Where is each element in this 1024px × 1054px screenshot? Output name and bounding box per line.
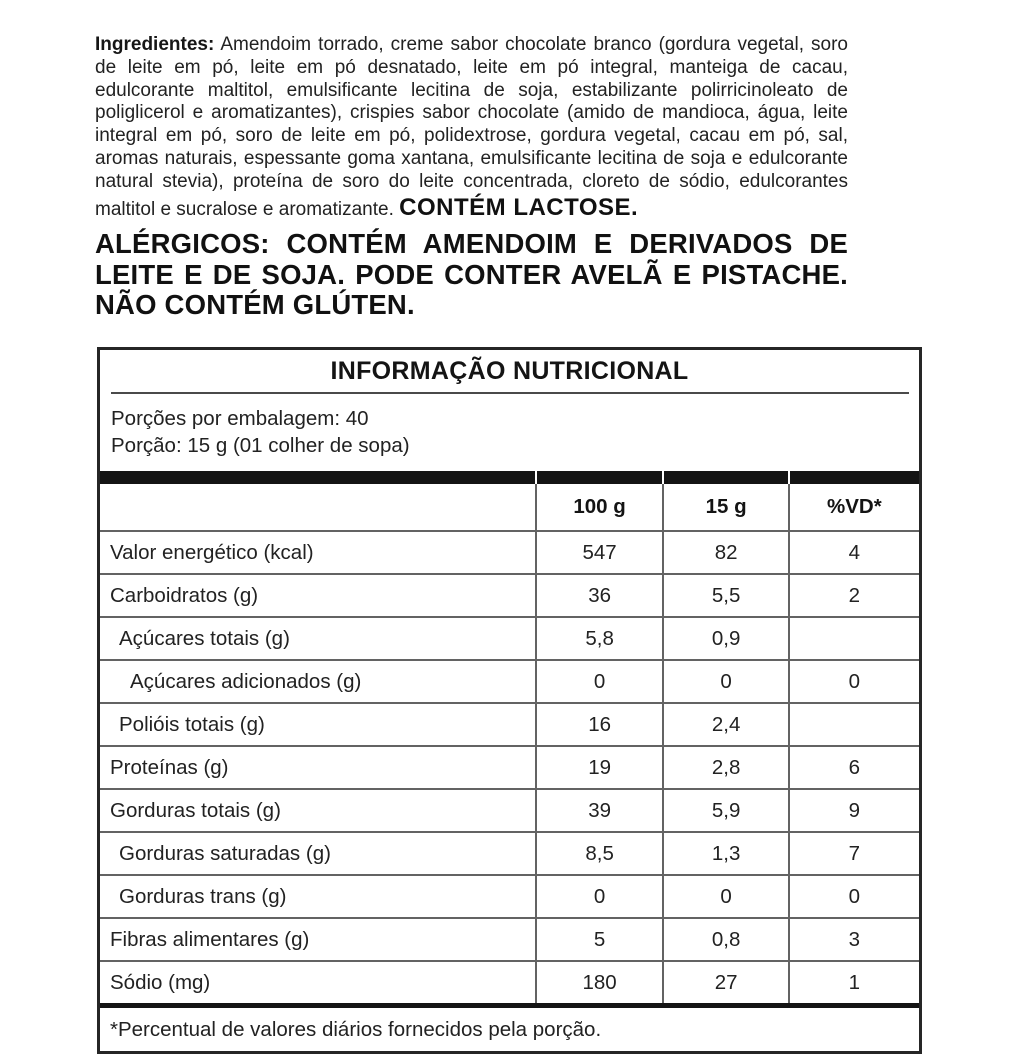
column-header-empty (100, 484, 536, 531)
table-row-energy (100, 531, 919, 574)
row-value-100g: 5 (536, 918, 664, 961)
table-row-protein (100, 746, 919, 789)
row-value-100g: 8,5 (536, 832, 664, 875)
header-bar-segment (789, 471, 919, 484)
row-value-15g: 0 (663, 875, 788, 918)
row-value-15g: 1,3 (663, 832, 788, 875)
row-label: Polióis totais (g) (100, 703, 536, 746)
table-row-carbs (100, 574, 919, 617)
row-label: Gorduras saturadas (g) (100, 832, 536, 875)
row-value-vd: 0 (789, 660, 919, 703)
header-bar-segment (100, 471, 536, 484)
row-value-15g: 27 (663, 961, 788, 1006)
row-value-100g: 547 (536, 531, 664, 574)
row-value-vd: 6 (789, 746, 919, 789)
row-label: Valor energético (kcal) (100, 531, 536, 574)
header-bar-segment (663, 471, 788, 484)
table-row-sodium (100, 961, 919, 1006)
row-label: Proteínas (g) (100, 746, 536, 789)
table-footnote-row (100, 1006, 919, 1052)
row-value-15g: 2,8 (663, 746, 788, 789)
row-value-15g: 5,5 (663, 574, 788, 617)
ingredients-paragraph (95, 34, 848, 222)
table-row-added-sugars (100, 660, 919, 703)
table-row-polyols (100, 703, 919, 746)
servings-per-package: Porções por embalagem: 40 (111, 406, 369, 430)
row-value-vd: 7 (789, 832, 919, 875)
nutrition-facts-box (97, 347, 922, 1054)
row-value-vd: 4 (789, 531, 919, 574)
row-label: Gorduras totais (g) (100, 789, 536, 832)
header-bar (100, 471, 919, 484)
ingredients-label: Ingredientes: (95, 34, 215, 55)
row-value-vd: 1 (789, 961, 919, 1006)
row-value-100g: 16 (536, 703, 664, 746)
column-header-15g: 15 g (663, 484, 788, 531)
row-value-100g: 39 (536, 789, 664, 832)
table-row-total-sugars (100, 617, 919, 660)
row-value-vd: 3 (789, 918, 919, 961)
row-value-100g: 0 (536, 660, 664, 703)
row-value-vd: 9 (789, 789, 919, 832)
allergen-warning: ALÉRGICOS: CONTÉM AMENDOIM E DERIVADOS DE LEITE E DE SOJA. PODE CONTER AVELÃ E PISTACHE. NÃO CONTÉM GLÚTEN. (95, 228, 848, 321)
ingredients-text: Amendoim torrado, creme sabor chocolate branco (gordura vegetal, soro de leite em pó, leite em pó desnatado, leite em pó integral, manteiga de cacau, edulcorante maltitol, emulsificante lecitina de soja, estabilizante polirricinoleato de poliglicerol e aromatizantes), crispies sabor chocolate (amido de mandioca, água, leite integral em pó, soro de leite em pó, polidextrose, gordura vegetal, cacau em pó, sal, aromas naturais, espessante goma xantana, emulsificante lecitina de soja e edulcorante natural stevia), proteína de soro do leite concentrada, cloreto de sódio, edulcorantes maltitol e sucralose e aromatizante. (95, 34, 848, 220)
table-row-saturated-fat (100, 832, 919, 875)
serving-info (100, 394, 919, 471)
daily-value-footnote: *Percentual de valores diários fornecidos pela porção. (100, 1006, 919, 1052)
lactose-warning: CONTÉM LACTOSE. (399, 193, 639, 221)
row-value-15g: 2,4 (663, 703, 788, 746)
row-value-15g: 0,8 (663, 918, 788, 961)
row-value-100g: 0 (536, 875, 664, 918)
row-label: Carboidratos (g) (100, 574, 536, 617)
row-value-15g: 0 (663, 660, 788, 703)
row-label: Gorduras trans (g) (100, 875, 536, 918)
serving-size: Porção: 15 g (01 colher de sopa) (111, 433, 410, 457)
table-row-total-fat (100, 789, 919, 832)
row-value-100g: 5,8 (536, 617, 664, 660)
column-header-100g: 100 g (536, 484, 664, 531)
header-bar-segment (536, 471, 664, 484)
row-label: Sódio (mg) (100, 961, 536, 1006)
row-value-vd (789, 703, 919, 746)
row-value-vd: 0 (789, 875, 919, 918)
row-value-vd: 2 (789, 574, 919, 617)
ingredients-block (95, 34, 848, 321)
row-label: Açúcares totais (g) (100, 617, 536, 660)
row-value-100g: 36 (536, 574, 664, 617)
row-value-15g: 0,9 (663, 617, 788, 660)
row-label: Açúcares adicionados (g) (100, 660, 536, 703)
column-header-vd: %VD* (789, 484, 919, 531)
nutrition-table (100, 471, 919, 1051)
row-label: Fibras alimentares (g) (100, 918, 536, 961)
table-row-fiber (100, 918, 919, 961)
row-value-100g: 180 (536, 961, 664, 1006)
row-value-15g: 82 (663, 531, 788, 574)
column-header-row (100, 484, 919, 531)
row-value-vd (789, 617, 919, 660)
table-row-trans-fat (100, 875, 919, 918)
row-value-100g: 19 (536, 746, 664, 789)
row-value-15g: 5,9 (663, 789, 788, 832)
nutrition-table-title: INFORMAÇÃO NUTRICIONAL (330, 356, 689, 385)
